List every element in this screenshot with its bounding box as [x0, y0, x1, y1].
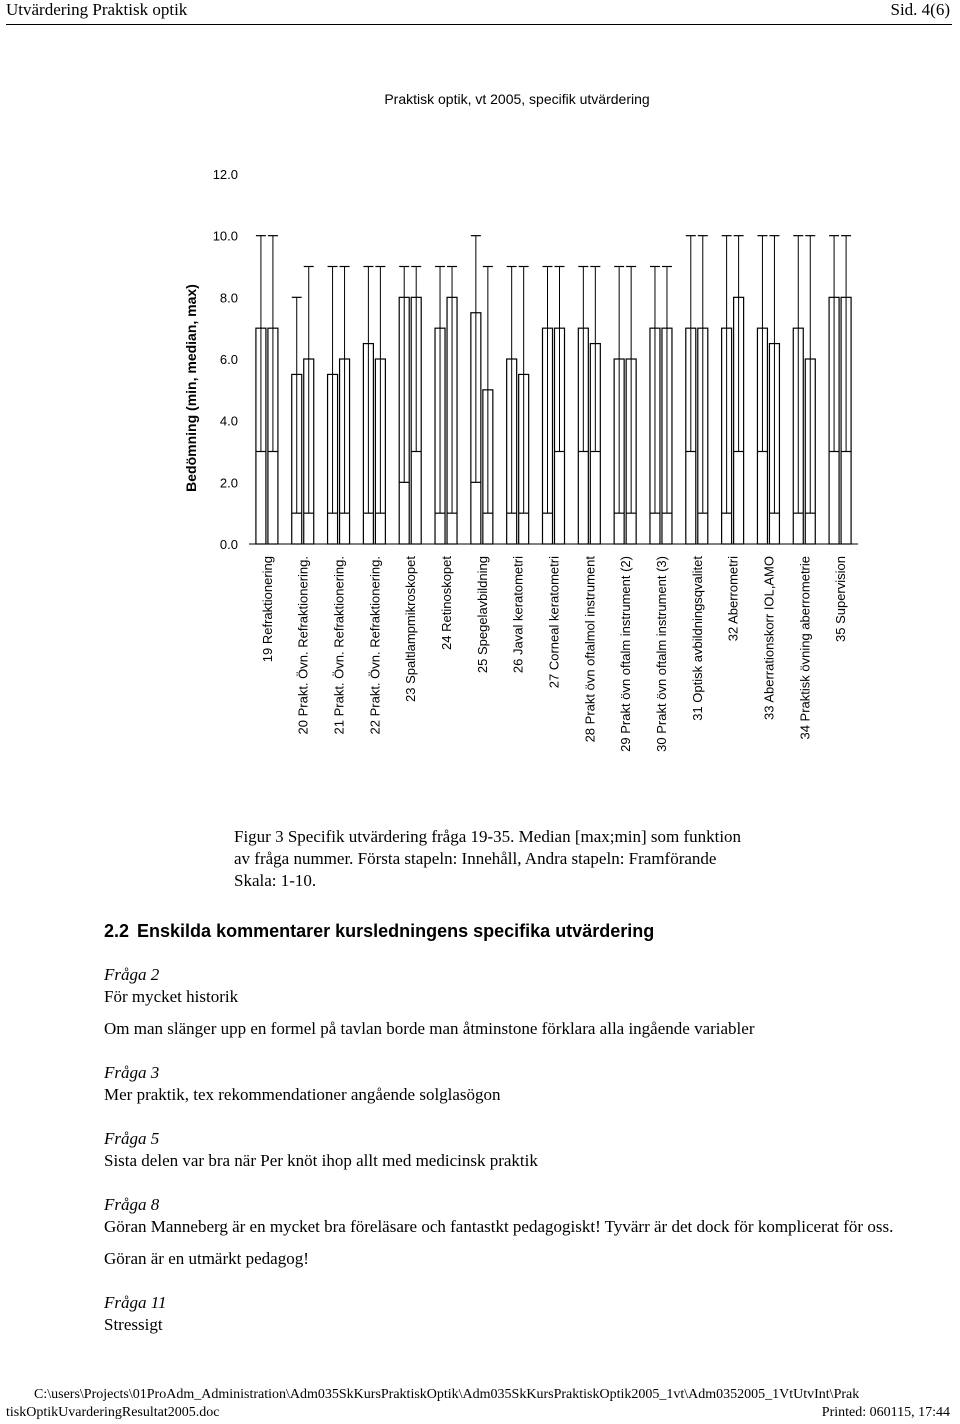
footer — [6, 1386, 950, 1422]
page-number: Sid. 4(6) — [890, 0, 950, 19]
x-tick-label: 29 Prakt övn oftalm instrument (2) — [618, 556, 634, 752]
x-tick-label: 22 Prakt. Övn. Refraktionering. — [367, 556, 383, 735]
comments-body — [104, 964, 934, 1336]
comment-text: Om man slänger upp en formel på tavlan borde man åtminstone förklara alla ingående variabler — [104, 1019, 755, 1038]
footer-printed: Printed: 060115, 17:44 — [821, 1405, 950, 1420]
x-tick-label: 24 Retinoskopet — [439, 556, 455, 650]
footer-path-line-2: tiskOptikUvarderingResultat2005.doc — [6, 1405, 220, 1420]
caption-line-2: av fråga nummer. Första stapeln: Innehåll, Andra stapeln: Framförande — [234, 849, 717, 868]
x-tick-label: 20 Prakt. Övn. Refraktionering. — [295, 556, 311, 735]
section-number: 2.2 — [104, 921, 130, 941]
x-tick-label: 21 Prakt. Övn. Refraktionering. — [331, 556, 347, 735]
x-tick-label: 30 Prakt övn oftalm instrument (3) — [653, 556, 669, 752]
x-tick-label: 34 Praktisk övning aberrometrie — [797, 556, 813, 740]
caption-line-3: Skala: 1-10. — [234, 871, 317, 890]
x-tick-label: 35 Supervision — [833, 556, 849, 642]
x-tick-label: 19 Refraktionering — [259, 556, 275, 663]
x-tick-label: 23 Spaltlampmikroskopet — [403, 556, 419, 702]
y-tick-label: 8.0 — [219, 290, 238, 306]
x-tick-label: 25 Spegelavbildning — [474, 556, 490, 674]
x-labels — [260, 556, 848, 752]
x-tick-label: 27 Corneal keratometri — [546, 556, 562, 689]
section-heading — [104, 921, 654, 942]
figure-caption — [234, 826, 814, 892]
comment-text: Mer praktik, tex rekommendationer angående solglasögon — [104, 1085, 501, 1104]
comment-text: Göran är en utmärkt pedagog! — [104, 1249, 309, 1268]
question-label: Fråga 8 — [104, 1195, 160, 1214]
question-label: Fråga 11 — [104, 1293, 167, 1312]
caption-line-1: Figur 3 Specifik utvärdering fråga 19-35. Median [max;min] som funktion — [234, 827, 742, 846]
y-tick-label: 0.0 — [219, 537, 238, 552]
x-tick-label: 31 Optisk avbildningsqvalitet — [689, 556, 705, 721]
comment-text: För mycket historik — [104, 987, 239, 1006]
x-tick-label: 26 Javal keratometri — [510, 556, 526, 674]
comment-text: Sista delen var bra när Per knöt ihop allt med medicinsk praktik — [104, 1151, 538, 1170]
question-label: Fråga 5 — [104, 1129, 160, 1148]
y-tick-label: 6.0 — [219, 352, 238, 367]
y-tick-label: 10.0 — [212, 228, 238, 244]
question-label: Fråga 3 — [104, 1063, 160, 1082]
x-tick-label: 33 Aberrationskorr IOL,AMO — [761, 556, 777, 721]
y-tick-label: 12.0 — [212, 167, 238, 182]
question-label: Fråga 2 — [104, 965, 160, 984]
header-rule — [6, 24, 952, 25]
comment-text: Stressigt — [104, 1315, 163, 1334]
chart-title: Praktisk optik, vt 2005, specifik utvärdering — [384, 91, 650, 107]
header-title: Utvärdering Praktisk optik — [6, 0, 188, 19]
chart-bars — [256, 236, 851, 544]
comment-text: Göran Manneberg är en mycket bra föreläsare och fantastkt pedagogiskt! Tyvärr är det dock för komplicerat för oss. — [104, 1217, 894, 1236]
chart — [0, 80, 960, 810]
y-tick-label: 2.0 — [219, 475, 238, 491]
footer-path-line-1: C:\users\Projects\01ProAdm_Administration\Adm035SkKursPraktiskOptik\Adm035SkKursPraktiskOptik2005_1vt\Adm0352005_1VtUtvInt\Prak — [34, 1387, 860, 1402]
x-tick-label: 28 Prakt övn oftalmol instrument — [582, 556, 598, 743]
x-tick-label: 32 Aberrometri — [725, 556, 741, 642]
y-tick-label: 4.0 — [219, 413, 238, 429]
section-title: Enskilda kommentarer kursledningens specifika utvärdering — [137, 921, 655, 941]
y-axis-label: Bedömning (min, median, max) — [183, 284, 199, 492]
